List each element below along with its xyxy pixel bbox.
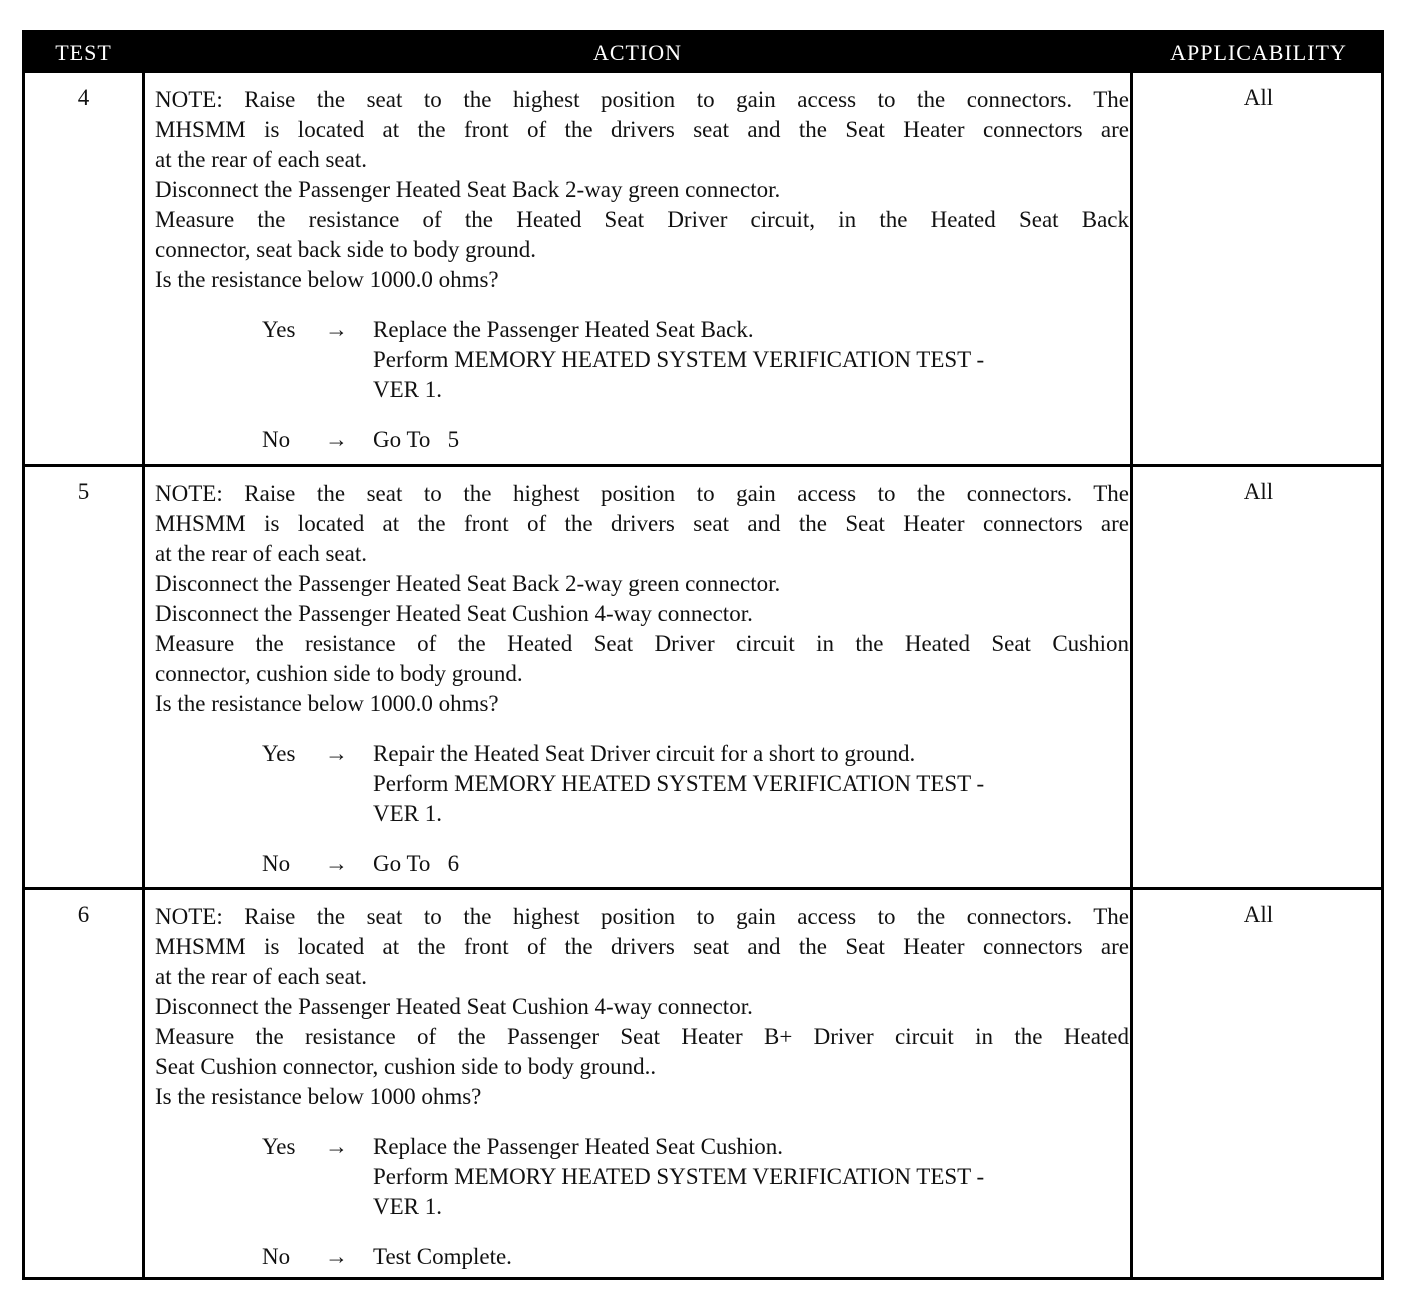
arrow-right-icon: → — [325, 1244, 348, 1269]
table-header — [25, 33, 1381, 73]
answer-line: Go To 5 — [373, 427, 460, 452]
action-line: MHSMM is located at the front of the drivers seat and the Seat Heater connectors are — [155, 117, 1129, 142]
arrow-right-icon: → — [325, 317, 348, 342]
action-cell — [155, 85, 1129, 455]
header-applicability: APPLICABILITY — [1170, 40, 1347, 65]
action-line: Measure the resistance of the Heated Seat Driver circuit in the Heated Seat Cushion — [155, 631, 1129, 656]
action-line: NOTE: Raise the seat to the highest position to gain access to the connectors. The — [155, 87, 1129, 112]
arrow-right-icon: → — [325, 427, 348, 452]
action-line: at the rear of each seat. — [155, 964, 367, 989]
yes-label: Yes — [262, 317, 296, 342]
action-line: Disconnect the Passenger Heated Seat Back 2-way green connector. — [155, 571, 781, 596]
action-line: at the rear of each seat. — [155, 147, 367, 172]
applicability-value: All — [1243, 902, 1274, 927]
answer-line: VER 1. — [373, 801, 442, 826]
action-cell — [155, 479, 1129, 879]
test-number: 5 — [77, 479, 90, 504]
answer-line: Perform MEMORY HEATED SYSTEM VERIFICATION TEST - — [373, 771, 985, 796]
test-number: 4 — [77, 85, 90, 110]
no-answer — [155, 425, 1129, 455]
answer-line: Perform MEMORY HEATED SYSTEM VERIFICATION TEST - — [373, 1164, 985, 1189]
applicability-value: All — [1243, 479, 1274, 504]
action-line: Disconnect the Passenger Heated Seat Cushion 4-way connector. — [155, 601, 753, 626]
action-line: Is the resistance below 1000.0 ohms? — [155, 267, 499, 292]
action-line: connector, seat back side to body ground. — [155, 237, 537, 262]
arrow-right-icon: → — [325, 851, 348, 876]
table-row — [25, 73, 1381, 464]
action-line: at the rear of each seat. — [155, 541, 367, 566]
answer-line: Perform MEMORY HEATED SYSTEM VERIFICATION TEST - — [373, 347, 985, 372]
yes-answer — [155, 315, 1129, 405]
no-answer — [155, 849, 1129, 879]
answer-line: Go To 6 — [373, 851, 460, 876]
action-line: NOTE: Raise the seat to the highest position to gain access to the connectors. The — [155, 904, 1129, 929]
action-cell — [155, 902, 1129, 1272]
answer-line: Replace the Passenger Heated Seat Cushion. — [373, 1134, 784, 1159]
no-answer — [155, 1242, 1129, 1272]
diagnostic-test-table — [22, 30, 1384, 1280]
no-label: No — [262, 427, 291, 452]
action-line: Is the resistance below 1000 ohms? — [155, 1084, 482, 1109]
action-line: Measure the resistance of the Heated Seat Driver circuit, in the Heated Seat Back — [155, 207, 1129, 232]
yes-label: Yes — [262, 741, 296, 766]
yes-label: Yes — [262, 1134, 296, 1159]
answer-line: Replace the Passenger Heated Seat Back. — [373, 317, 754, 342]
test-number: 6 — [77, 902, 90, 927]
action-line: Seat Cushion connector, cushion side to body ground.. — [155, 1054, 657, 1079]
no-label: No — [262, 1244, 291, 1269]
action-line: Is the resistance below 1000.0 ohms? — [155, 691, 499, 716]
yes-answer — [155, 739, 1129, 829]
applicability-value: All — [1243, 85, 1274, 110]
table-row — [25, 467, 1381, 887]
arrow-right-icon: → — [325, 741, 348, 766]
arrow-right-icon: → — [325, 1134, 348, 1159]
action-line: Disconnect the Passenger Heated Seat Back 2-way green connector. — [155, 177, 781, 202]
table-row — [25, 890, 1381, 1280]
action-line: connector, cushion side to body ground. — [155, 661, 523, 686]
action-line: Measure the resistance of the Passenger Seat Heater B+ Driver circuit in the Heated — [155, 1024, 1129, 1049]
action-line: Disconnect the Passenger Heated Seat Cushion 4-way connector. — [155, 994, 753, 1019]
yes-answer — [155, 1132, 1129, 1222]
action-line: MHSMM is located at the front of the drivers seat and the Seat Heater connectors are — [155, 511, 1129, 536]
answer-line: VER 1. — [373, 1194, 442, 1219]
answer-line: Test Complete. — [373, 1244, 512, 1269]
header-action: ACTION — [592, 40, 683, 65]
no-label: No — [262, 851, 291, 876]
answer-line: Repair the Heated Seat Driver circuit for a short to ground. — [373, 741, 916, 766]
header-test: TEST — [55, 40, 112, 65]
answer-line: VER 1. — [373, 377, 442, 402]
action-line: NOTE: Raise the seat to the highest position to gain access to the connectors. The — [155, 481, 1129, 506]
action-line: MHSMM is located at the front of the drivers seat and the Seat Heater connectors are — [155, 934, 1129, 959]
